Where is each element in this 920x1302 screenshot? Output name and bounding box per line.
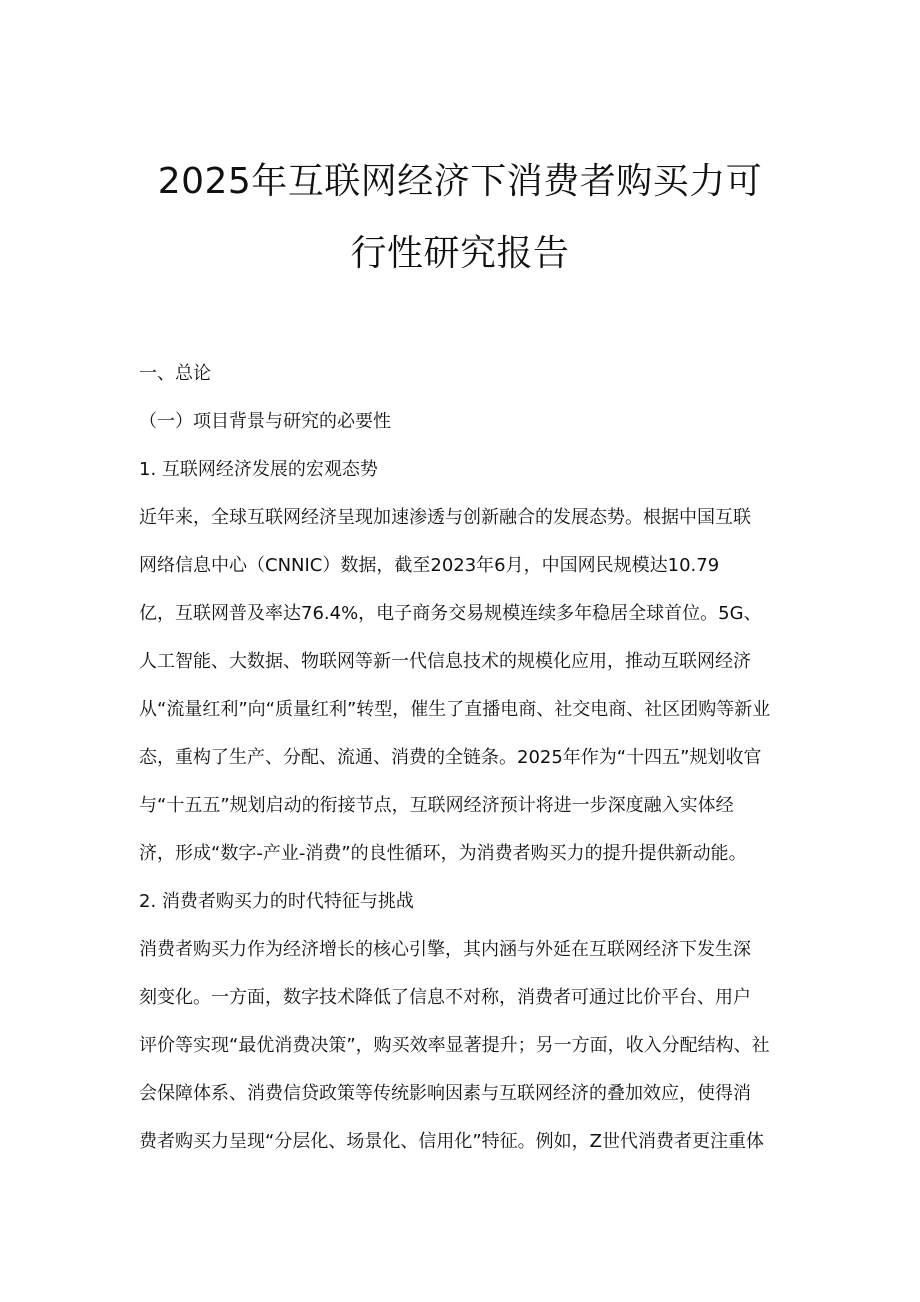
paragraph-line: 会保障体系、消费信贷政策等传统影响因素与互联网经济的叠加效应，使得消	[139, 1083, 751, 1104]
paragraph-line: 人工智能、大数据、物联网等新一代信息技术的规模化应用，推动互联网经济	[139, 651, 751, 672]
document-title-line-1: 2025年互联网经济下消费者购买力可	[157, 161, 763, 202]
paragraph-line: 从“流量红利”向“质量红利”转型，催生了直播电商、社交电商、社区团购等新业	[139, 699, 771, 720]
paragraph-line: 刻变化。一方面，数字技术降低了信息不对称，消费者可通过比价平台、用户	[139, 987, 751, 1008]
item1-heading: 1. 互联网经济发展的宏观态势	[139, 459, 378, 480]
paragraph-line: 网络信息中心（CNNIC）数据，截至2023年6月，中国网民规模达10.79	[139, 555, 720, 576]
paragraph-line: 费者购买力呈现“分层化、场景化、信用化”特征。例如，Z世代消费者更注重体	[139, 1131, 764, 1152]
section-heading: 一、总论	[139, 363, 211, 384]
item2-heading: 2. 消费者购买力的时代特征与挑战	[139, 891, 414, 912]
paragraph-line: 消费者购买力作为经济增长的核心引擎，其内涵与外延在互联网经济下发生深	[139, 939, 751, 960]
paragraph-line: 评价等实现“最优消费决策”，购买效率显著提升；另一方面，收入分配结构、社	[139, 1035, 770, 1056]
subsection-heading: （一）项目背景与研究的必要性	[139, 411, 391, 432]
document-title-line-2: 行性研究报告	[350, 233, 570, 274]
paragraph-line: 与“十五五”规划启动的衔接节点，互联网经济预计将进一步深度融入实体经	[139, 795, 734, 816]
paragraph-line: 态，重构了生产、分配、流通、消费的全链条。2025年作为“十四五”规划收官	[139, 747, 762, 768]
paragraph-line: 济，形成“数字-产业-消费”的良性循环，为消费者购买力的提升提供新动能。	[139, 843, 747, 864]
paragraph-line: 亿，互联网普及率达76.4%，电子商务交易规模连续多年稳居全球首位。5G、	[139, 603, 762, 624]
paragraph-line: 近年来，全球互联网经济呈现加速渗透与创新融合的发展态势。根据中国互联	[139, 507, 751, 528]
